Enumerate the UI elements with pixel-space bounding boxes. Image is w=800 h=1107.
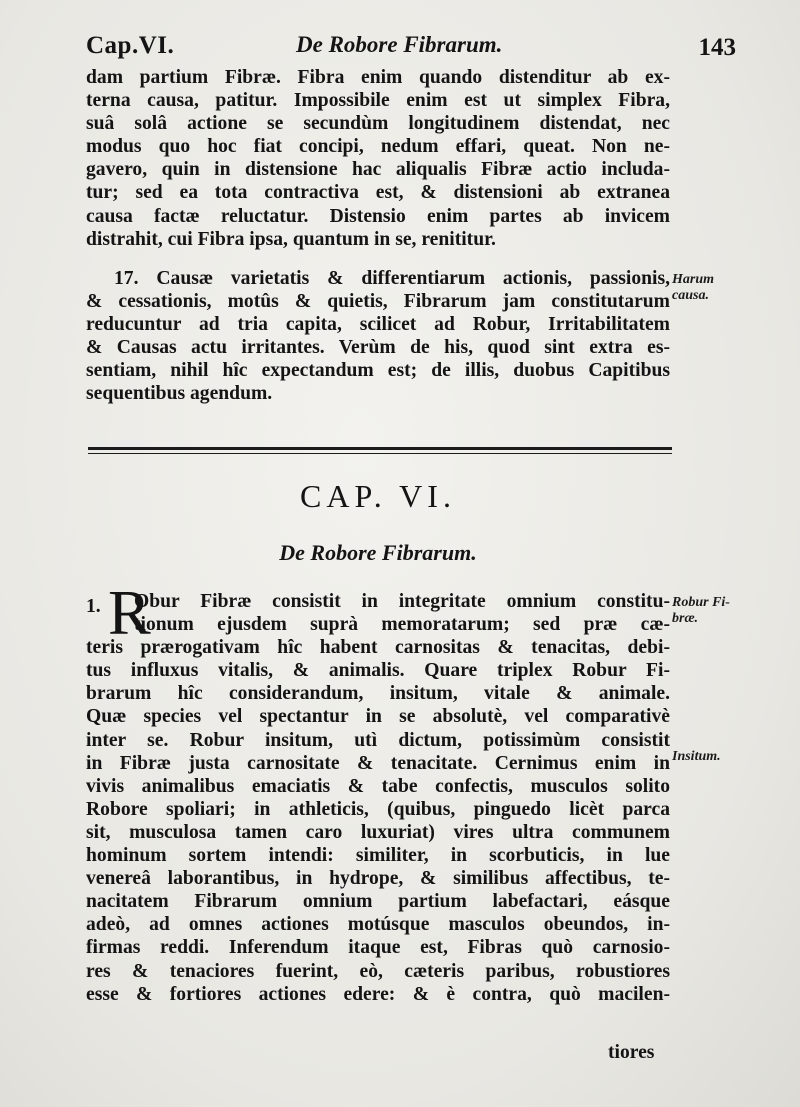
text-line: inter se. Robur insitum, utì dictum, potissimùm consistit — [86, 729, 670, 751]
text-line: distrahit, cui Fibra ipsa, quantum in se, renititur. — [86, 228, 496, 250]
page-number: 143 — [698, 34, 736, 61]
text-line: & cessationis, motûs & quietis, Fibrarum jam constitutarum — [86, 291, 670, 313]
text-line: venereâ laborantibus, in hydrope, & similibus affectibus, te- — [86, 868, 670, 890]
text-line: brarum hîc considerandum, insitum, vitale & animale. — [86, 683, 670, 705]
paragraph-1 — [86, 590, 670, 1006]
text-line: hominum sortem intendi: similiter, in scorbuticis, in lue — [86, 845, 670, 867]
running-title: De Robore Fibrarum. — [296, 32, 503, 57]
paragraph-continued — [86, 66, 670, 251]
text-line: Quæ species vel spectantur in se absolutè, vel comparativè — [86, 706, 670, 728]
text-line: modus quo hoc fiat concipi, nedum effari, queat. Non ne- — [86, 136, 670, 158]
text-line: tur; sed ea tota contractiva est, & distensioni ab extranea — [86, 182, 670, 204]
margin-note-robur — [672, 595, 730, 627]
running-head — [86, 30, 734, 66]
margin-note-insitum — [672, 749, 721, 765]
text-line: esse & fortiores actiones edere: & è contra, quò macilen- — [86, 983, 670, 1005]
text-line: Obur Fibræ consistit in integritate omnium constitu- — [134, 591, 670, 612]
text-line: reducuntur ad tria capita, scilicet ad Robur, Irritabilitatem — [86, 314, 670, 336]
text-line: firmas reddi. Inferendum itaque est, Fibras quò carnosio- — [86, 937, 670, 959]
text-line: dam partium Fibræ. Fibra enim quando distenditur ab ex- — [86, 67, 670, 88]
section-rule-thin — [88, 453, 672, 454]
text-line: sentiam, nihil hîc expectandum est; de illis, duobus Capitibus — [86, 360, 670, 382]
text-line: Robore spoliari; in athleticis, (quibus, pinguedo licèt parca — [86, 798, 670, 820]
text-line: tionum ejusdem suprà memoratarum; sed præ cæ- — [134, 614, 670, 636]
text-line: adeò, ad omnes actiones motúsque masculos obeundos, in- — [86, 914, 670, 936]
margin-note-line: Harum — [672, 272, 715, 287]
text-line: & Causas actu irritantes. Verùm de his, quod sint extra es- — [86, 337, 670, 359]
margin-note-line: causa. — [672, 288, 709, 303]
margin-note-line: Insitum. — [672, 749, 721, 764]
text-line: teris prærogativam hîc habent carnositas & tenacitas, debi- — [86, 637, 670, 659]
text-line: sequentibus agendum. — [86, 383, 273, 405]
margin-note-line: Robur Fi- — [672, 595, 730, 610]
text-line: sit, musculosa tamen caro luxuriat) vires ultra communem — [86, 821, 670, 843]
chapter-title: CAP. VI. — [300, 478, 456, 514]
text-line: tus influxus vitalis, & animalis. Quare triplex Robur Fi- — [86, 660, 670, 682]
text-line: gavero, quin in distensione hac aliqualis Fibræ actio includa- — [86, 159, 670, 181]
text-line: suâ solâ actione se secundùm longitudinem distendat, nec — [86, 113, 670, 135]
chapter-subtitle: De Robore Fibrarum. — [279, 540, 477, 565]
text-line: terna causa, patitur. Impossibile enim est ut simplex Fibra, — [86, 90, 670, 112]
text-line: causa factæ reluctatur. Distensio enim partes ab invicem — [86, 205, 670, 227]
text-line: nacitatem Fibrarum omnium partium labefactari, eásque — [86, 891, 670, 913]
text-line: 17. Causæ varietatis & differentiarum actionis, passionis, — [114, 268, 670, 289]
paragraph-17 — [86, 267, 670, 406]
margin-note-line: bræ. — [672, 611, 699, 626]
drop-capital: R — [108, 577, 151, 648]
paragraph-number: 1. — [86, 596, 101, 617]
text-line: vivis animalibus emaciatis & tabe confectis, musculos solito — [86, 775, 670, 797]
section-rule-thick — [88, 447, 672, 450]
text-line: res & tenaciores fuerint, eò, cæteris paribus, robustiores — [86, 960, 670, 982]
margin-note-harum — [672, 272, 714, 304]
chapter-label: Cap.VI. — [86, 32, 175, 59]
catchword: tiores — [608, 1042, 655, 1063]
text-line: in Fibræ justa carnositate & tenacitate. Cernimus enim in — [86, 752, 670, 774]
